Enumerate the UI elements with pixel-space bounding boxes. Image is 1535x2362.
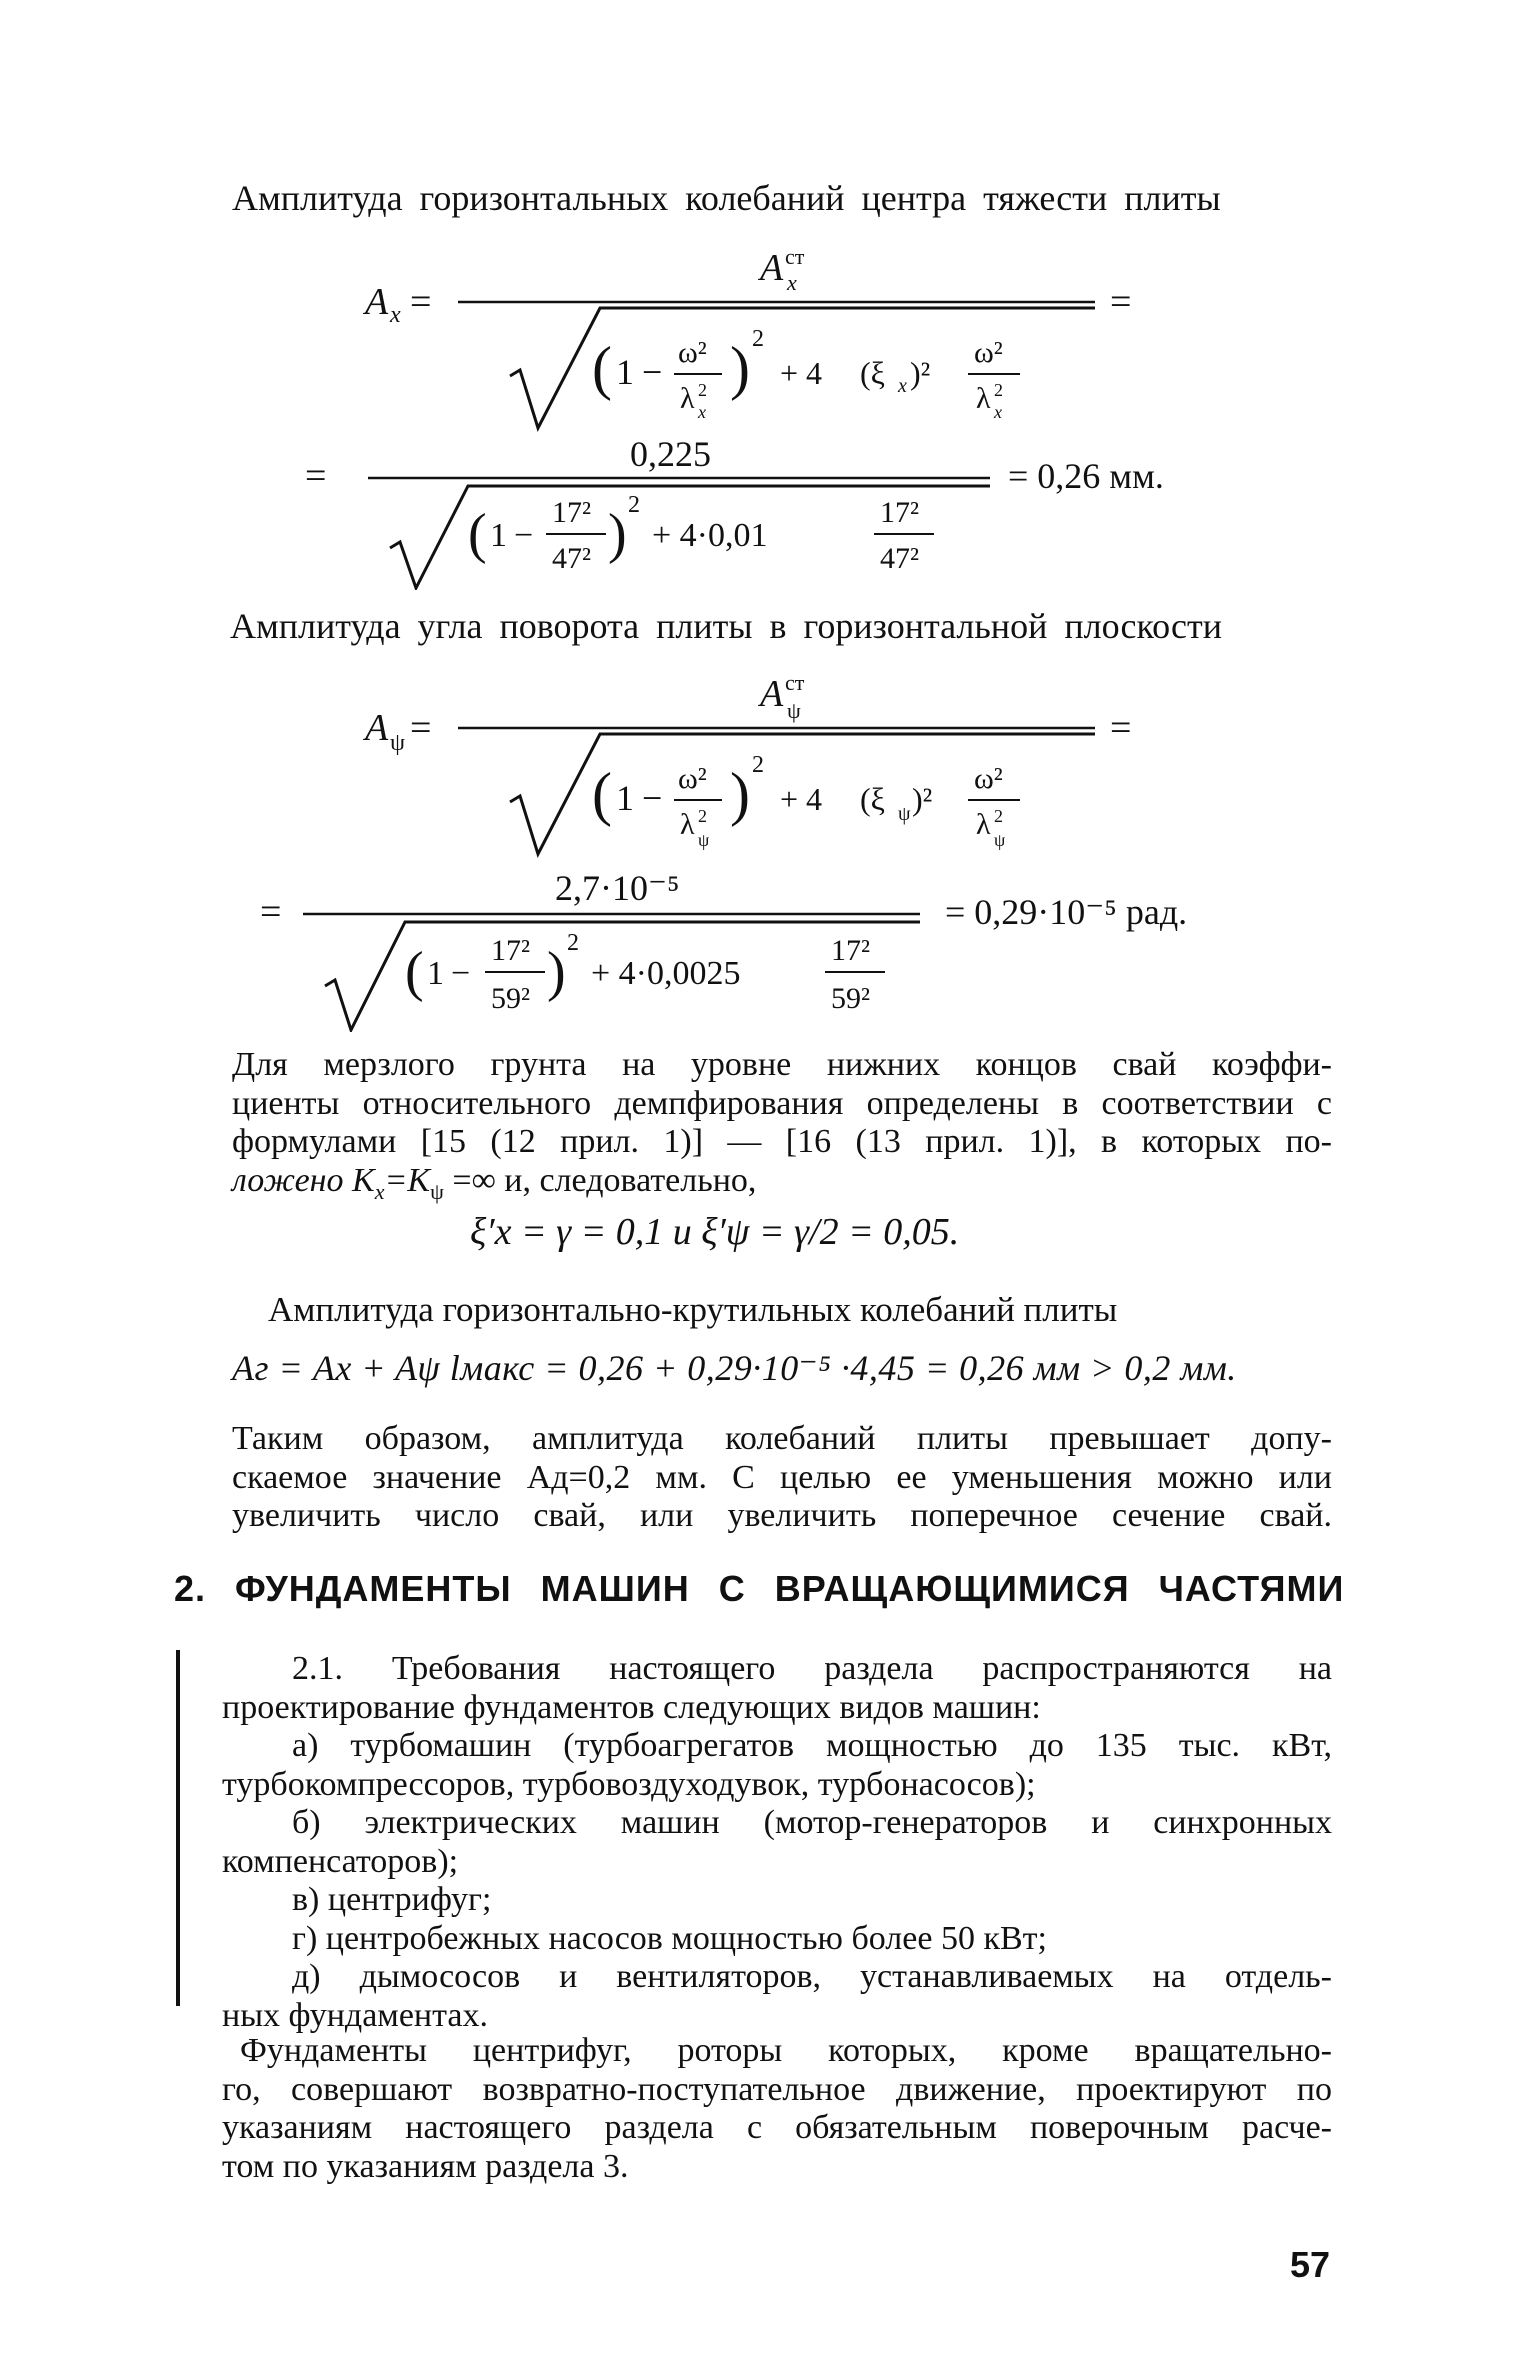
ax-eq2: = <box>1110 281 1132 323</box>
thus-line-3: увеличить число свай, или увеличить поперечное сечение свай. <box>232 1497 1332 1534</box>
ax-lambda: λ <box>680 382 695 415</box>
ax-num-A: A <box>760 247 784 289</box>
aphin-sq: 2 <box>567 930 579 956</box>
axn-f2-num: 17² <box>880 496 919 529</box>
formula-aphi-svg <box>360 662 1160 862</box>
axn-sq: 2 <box>628 492 640 518</box>
axn-numerator: 0,225 <box>630 434 711 474</box>
aphin-numerator: 2,7·10⁻⁵ <box>555 868 680 908</box>
aphi-xi-close: )² <box>912 781 933 817</box>
p21-line-9: д) дымососов и вентиляторов, устанавливаемых на отдель- <box>292 1958 1332 1995</box>
axn-f1-num: 17² <box>552 496 591 529</box>
aphi-lambda: λ <box>680 808 695 841</box>
aphi-lambda2: λ <box>976 808 991 841</box>
aphin-f1-num: 17² <box>491 934 530 967</box>
aphi-paren-close: ) <box>730 761 750 827</box>
axn-f2-den: 47² <box>880 542 919 575</box>
ax-omega: ω² <box>678 336 707 369</box>
ax-lhs-sub: x <box>390 302 401 328</box>
aphin-f2-den: 59² <box>831 982 870 1015</box>
paragraph-frozen-ground <box>232 1046 1332 1211</box>
aphi-eq2: = <box>1110 707 1132 749</box>
aphi-lambda-sq: 2 <box>698 806 707 826</box>
p21-line-10: ных фундаментах. <box>222 1996 488 2034</box>
aphi-one: 1 <box>616 778 634 818</box>
ax-lambda2-sub: x <box>994 402 1002 422</box>
aphi-paren-open: ( <box>592 761 612 827</box>
ax-lambda2-sq: 2 <box>994 380 1003 400</box>
frozen-rest: =∞ и, следовательно, <box>443 1161 757 1199</box>
formula-ax-svg <box>360 236 1160 436</box>
page-number: 57 <box>1290 2244 1331 2285</box>
frozen-kx-sub: x <box>374 1178 385 1204</box>
p21-line-4: турбокомпрессоров, турбовоздуходувок, турбонасосов); <box>222 1765 1036 1803</box>
aphi-lhs: A <box>365 707 389 749</box>
frozen-kpsi-sub: ψ <box>430 1178 444 1204</box>
thus-line-1: Таким образом, амплитуда колебаний плиты превышает допу- <box>232 1420 1332 1457</box>
p21-line-8: г) центробежных насосов мощностью более 50 кВт; <box>292 1919 1047 1957</box>
aphi-omega: ω² <box>678 762 707 795</box>
paragraph-conclusion <box>232 1420 1332 1536</box>
ax-num-sup: ст <box>785 244 805 269</box>
aphin-middle: + 4·0,0025 <box>591 955 741 992</box>
p21-line-1: 2.1. Требования настоящего раздела распространяются на <box>292 1650 1332 1687</box>
aphi-lambda2-sub: ψ <box>994 830 1006 850</box>
aphin-f1-den: 59² <box>491 982 530 1015</box>
ax-paren-close: ) <box>730 335 750 401</box>
cf-line-1: Фундаменты центрифуг, роторы которых, кроме вращательно- <box>240 2032 1332 2069</box>
aphi-lambda2-sq: 2 <box>994 806 1003 826</box>
p21-line-5: б) электрических машин (мотор-генераторов и синхронных <box>292 1804 1332 1841</box>
formula-ax-numeric <box>300 430 1260 595</box>
frozen-kx: ложено K <box>232 1161 375 1199</box>
aphin-f2-num: 17² <box>831 934 870 967</box>
p21-line-3: а) турбомашин (турбоагрегатов мощностью до 135 тыс. кВт, <box>292 1727 1332 1764</box>
cf-line-2: го, совершают возвратно-поступательное движение, проектируют по <box>222 2070 1332 2108</box>
axn-result: = 0,26 мм. <box>1008 456 1164 496</box>
ax-num-sub: x <box>787 270 797 295</box>
aphi-omega2: ω² <box>974 762 1003 795</box>
aphi-xi-sub: ψ <box>898 803 911 825</box>
aphin-minus: − <box>451 955 471 992</box>
aphi-minus: − <box>642 778 663 818</box>
aphi-lambda-sub: ψ <box>698 830 710 850</box>
cf-line-4: том по указаниям раздела 3. <box>222 2147 629 2185</box>
axn-f1-den: 47² <box>552 542 591 575</box>
aphi-num-A: A <box>760 673 784 715</box>
aphin-one: 1 <box>427 955 444 992</box>
ax-xi-sub: x <box>898 375 907 397</box>
ax-one: 1 <box>616 352 634 392</box>
frozen-kpsi: =K <box>384 1161 431 1199</box>
frozen-line-3: формулами [15 (12 прил. 1)] — [16 (13 прил. 1)], в которых по- <box>232 1123 1332 1160</box>
axn-paren-open: ( <box>468 503 487 565</box>
aphi-eq1: = <box>410 707 432 749</box>
formula-ax-num-svg <box>300 430 1260 590</box>
formula-xi-values: ξ′x = γ = 0,1 и ξ′ψ = γ/2 = 0,05. <box>470 1211 960 1253</box>
frozen-line-4 <box>232 1162 1332 1211</box>
ax-lhs: A <box>365 281 389 323</box>
ax-eq1: = <box>410 281 432 323</box>
ax-sq: 2 <box>752 326 764 352</box>
ax-xi-close: )² <box>910 355 931 391</box>
formula-aphi-symbolic <box>360 662 1160 867</box>
ax-lambda2: λ <box>976 382 991 415</box>
aphin-result: = 0,29·10⁻⁵ рад. <box>945 892 1188 932</box>
revision-bar <box>176 1650 180 2006</box>
axn-middle: + 4·0,01 <box>652 517 768 554</box>
aphin-eq: = <box>260 891 282 933</box>
ax-lambda-sub: x <box>698 402 706 422</box>
aphi-num-sub: ψ <box>787 698 801 723</box>
aphi-num-sup: ст <box>785 670 805 695</box>
caption-rotation-amplitude: Амплитуда угла поворота плиты в горизонтальной плоскости <box>230 606 1222 646</box>
axn-one: 1 <box>490 517 507 554</box>
aphi-xi: (ξ <box>860 781 885 817</box>
aphin-paren-open: ( <box>405 941 424 1003</box>
thus-line-2: скаемое значение Aд=0,2 мм. С целью ее уменьшения можно или <box>232 1458 1332 1496</box>
ax-plus4: + 4 <box>780 355 823 391</box>
formula-ar: Aг = Ax + Aψ lмакс = 0,26 + 0,29·10⁻⁵ ·4,45 = 0,26 мм > 0,2 мм. <box>232 1348 1237 1388</box>
p21-line-6: компенсаторов); <box>222 1842 459 1880</box>
aphi-lhs-sub: ψ <box>390 730 406 756</box>
frozen-line-1: Для мерзлого грунта на уровне нижних концов свай коэффи- <box>232 1046 1332 1083</box>
frozen-line-2: циенты относительного демпфирования определены в соответствии с <box>232 1084 1332 1122</box>
formula-aphi-numeric <box>255 862 1275 1037</box>
cf-line-3: указаниям настоящего раздела с обязательным поверочным расче- <box>222 2109 1332 2146</box>
aphi-plus4: + 4 <box>780 781 823 817</box>
ax-lambda-sq: 2 <box>698 380 707 400</box>
formula-aphi-num-svg <box>255 862 1275 1032</box>
paragraph-centrifuge <box>222 2032 1332 2186</box>
caption-torsion-amplitude: Амплитуда горизонтально-крутильных колебаний плиты <box>268 1290 1118 1329</box>
axn-eq: = <box>305 455 327 497</box>
ax-paren-open: ( <box>592 335 612 401</box>
aphin-paren-close: ) <box>547 941 566 1003</box>
axn-minus: − <box>514 517 534 554</box>
paragraph-2-1 <box>222 1650 1332 2035</box>
ax-minus: − <box>642 352 663 392</box>
formula-ax-symbolic <box>360 236 1160 441</box>
p21-line-2: проектирование фундаментов следующих видов машин: <box>222 1688 1041 1726</box>
ax-omega2: ω² <box>974 336 1003 369</box>
caption-horizontal-amplitude: Амплитуда горизонтальных колебаний центра тяжести плиты <box>232 178 1221 218</box>
section-heading: 2. ФУНДАМЕНТЫ МАШИН С ВРАЩАЮЩИМИСЯ ЧАСТЯМИ <box>174 1568 1345 1609</box>
axn-paren-close: ) <box>608 503 627 565</box>
p21-line-7: в) центрифуг; <box>292 1881 492 1918</box>
ax-xi: (ξ <box>860 355 885 391</box>
aphi-sq: 2 <box>752 752 764 778</box>
